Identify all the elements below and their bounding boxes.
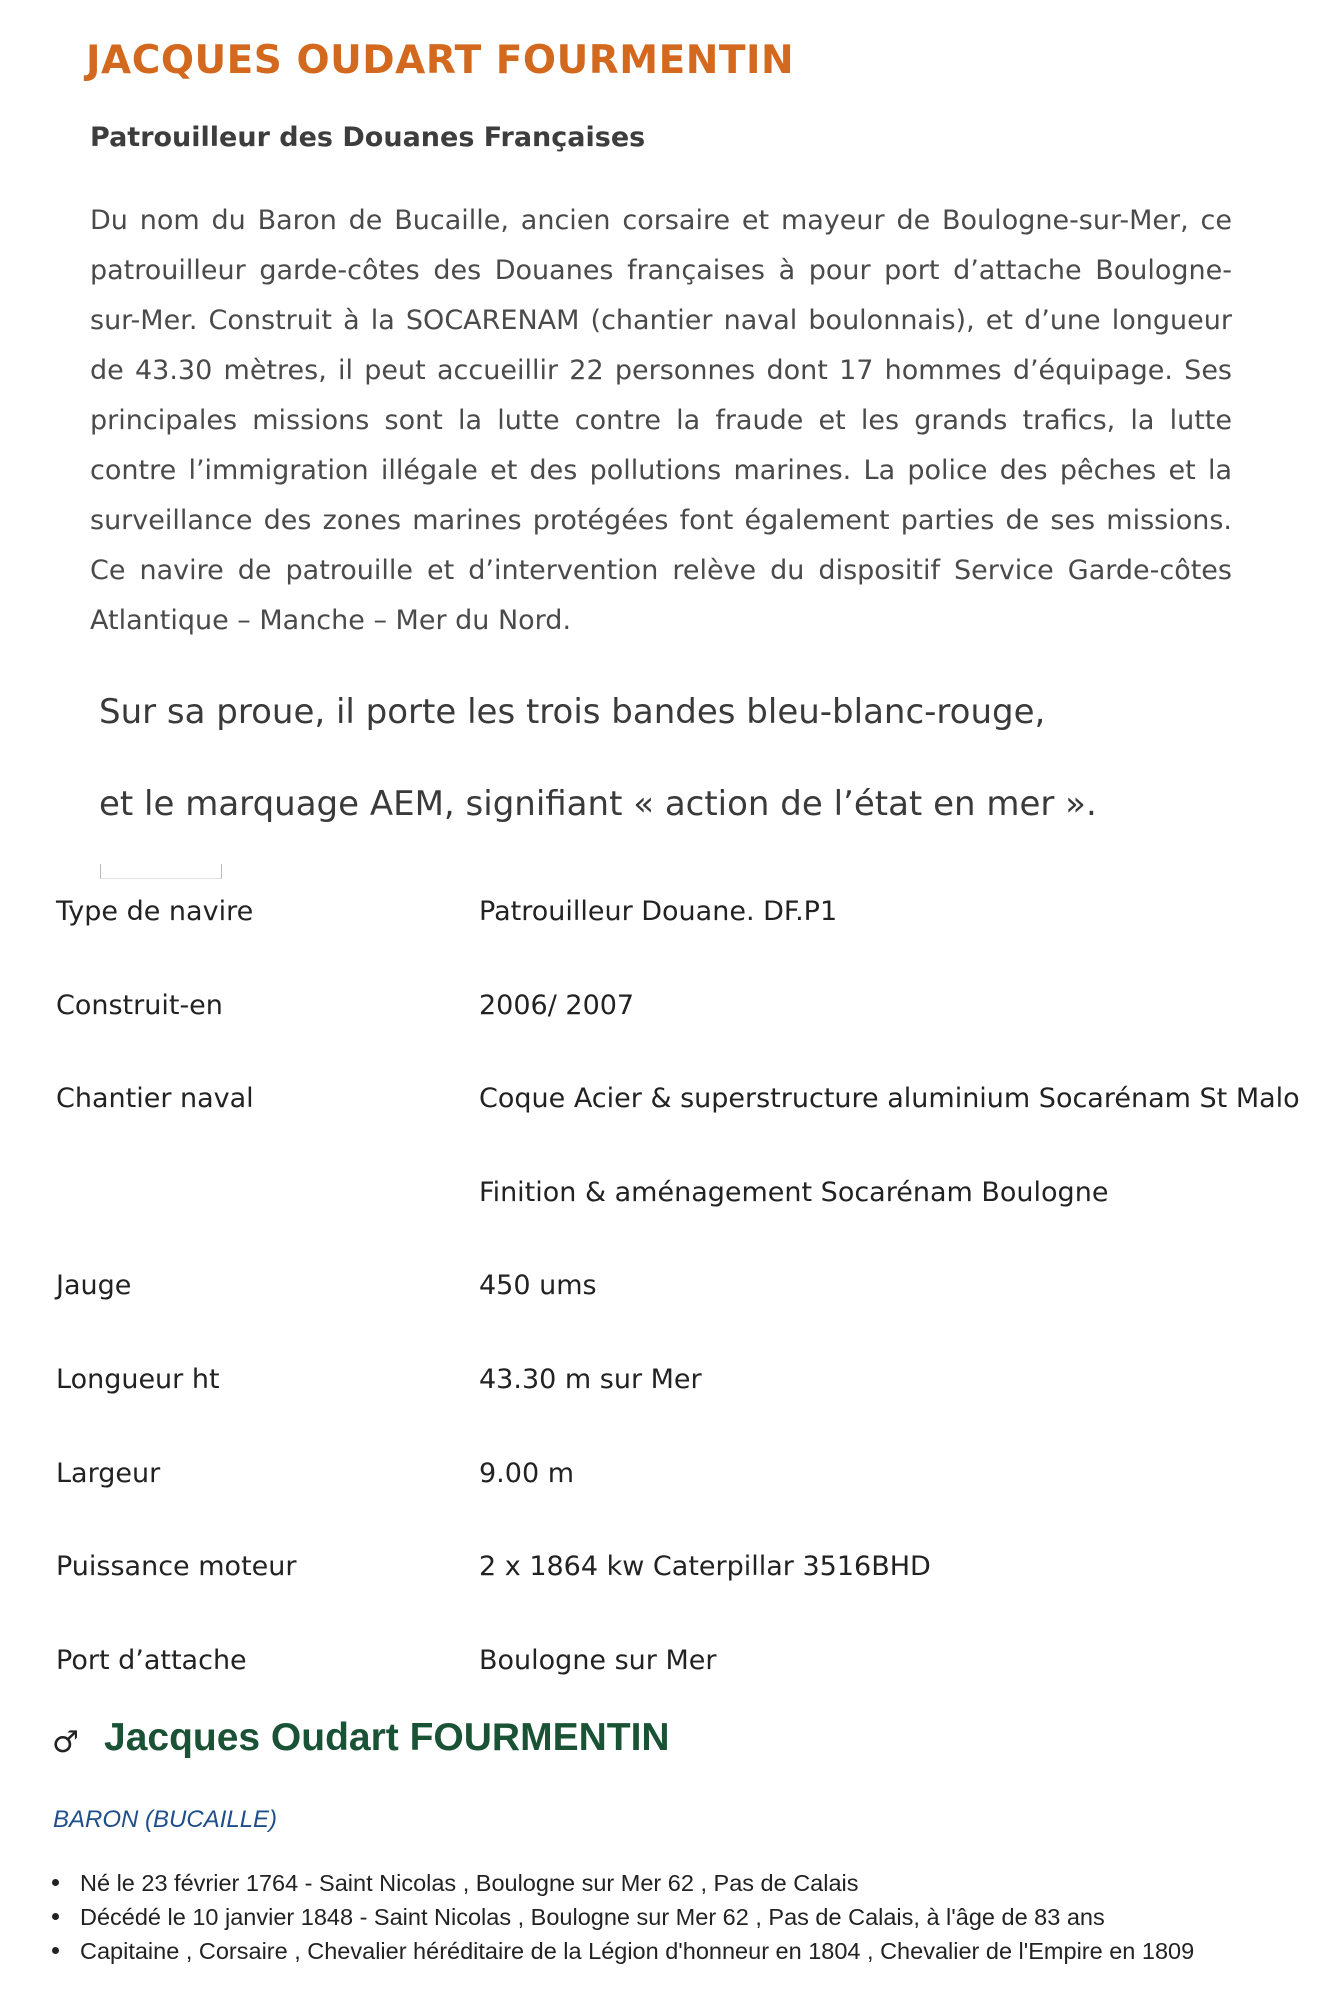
spec-row (56, 974, 1306, 1068)
spec-value: Patrouilleur Douane. DF.P1 (479, 896, 838, 927)
spec-value: Boulogne sur Mer (479, 1644, 717, 1676)
spec-value: 450 ums (479, 1270, 597, 1302)
spec-row (56, 1348, 1306, 1442)
proue-line-1: Sur sa proue, il porte les trois bandes bleu-blanc-rouge, (99, 692, 1046, 732)
spec-row (56, 880, 1306, 974)
spec-label: Largeur (56, 1457, 161, 1489)
spec-label: Jauge (56, 1270, 132, 1302)
page-subtitle: Patrouilleur des Douanes Françaises (90, 122, 646, 153)
spec-label: Puissance moteur (56, 1551, 297, 1583)
spec-row (56, 1161, 1306, 1255)
spec-value: 9.00 m (479, 1457, 575, 1489)
intro-paragraph: Du nom du Baron de Bucaille, ancien corsaire et mayeur de Boulogne-sur-Mer, ce patrouilleur garde-côtes des Douanes françaises à pour port d’attache Boulogne-sur-Mer. Construit à la SOCARENAM (chantier naval boulonnais), et d’une longueur de 43.30 mètres, il peut accueillir 22 personnes dont 17 hommes d’équipage. Ses principales missions sont la lutte contre la fraude et les grands trafics, la lutte contre l’immigration illégale et des pollutions marines. La police des pêches et la surveillance des zones marines protégées font également parties de ses missions. Ce navire de patrouille et d’intervention relève du dispositif Service Garde-côtes Atlantique – Manche – Mer du Nord. (90, 205, 1232, 636)
fact-text: Né le 23 février 1764 - Saint Nicolas , Boulogne sur Mer 62 , Pas de Calais (80, 1870, 859, 1896)
proue-line-2: et le marquage AEM, signifiant « action de l’état en mer ». (99, 784, 1097, 824)
spec-row (56, 1442, 1306, 1536)
spec-label: Chantier naval (56, 1083, 254, 1115)
page-title: JACQUES OUDART FOURMENTIN (86, 38, 795, 83)
spec-row (56, 1535, 1306, 1629)
spec-value: 2 x 1864 kw Caterpillar 3516BHD (479, 1551, 931, 1583)
fact-text: Capitaine , Corsaire , Chevalier héréditaire de la Légion d'honneur en 1804 , Chevalier de l'Empire en 1809 (80, 1938, 1195, 1964)
genealogy-header (52, 1716, 670, 1760)
list-item (48, 1866, 1194, 1900)
fact-text: Décédé le 10 janvier 1848 - Saint Nicolas , Boulogne sur Mer 62 , Pas de Calais, à l'âge de 83 ans (80, 1904, 1105, 1930)
bullet-icon (52, 1947, 59, 1954)
genealogy-facts (48, 1866, 1194, 1968)
spec-label: Construit-en (56, 989, 223, 1021)
spec-value: 43.30 m sur Mer (479, 1363, 702, 1395)
spec-row (56, 1067, 1306, 1161)
image-placeholder-mark (100, 864, 222, 879)
specs-table (56, 880, 1306, 1722)
spec-label: Port d’attache (56, 1644, 247, 1676)
list-item (48, 1900, 1194, 1934)
male-icon: ♂ (52, 1724, 79, 1760)
genealogy-name-link[interactable]: Jacques Oudart FOURMENTIN (104, 1716, 670, 1759)
spec-value: Coque Acier & superstructure aluminium Socarénam St Malo (479, 1083, 1300, 1115)
spec-row (56, 1629, 1306, 1723)
spec-value: Finition & aménagement Socarénam Boulogne (479, 1176, 1109, 1208)
genealogy-title: BARON (BUCAILLE) (53, 1806, 278, 1833)
bullet-icon (52, 1913, 59, 1920)
spec-label: Longueur ht (56, 1363, 220, 1395)
list-item (48, 1934, 1194, 1968)
bullet-icon (52, 1879, 59, 1886)
spec-label: Type de navire (56, 896, 254, 927)
spec-value: 2006/ 2007 (479, 989, 635, 1021)
spec-row (56, 1254, 1306, 1348)
